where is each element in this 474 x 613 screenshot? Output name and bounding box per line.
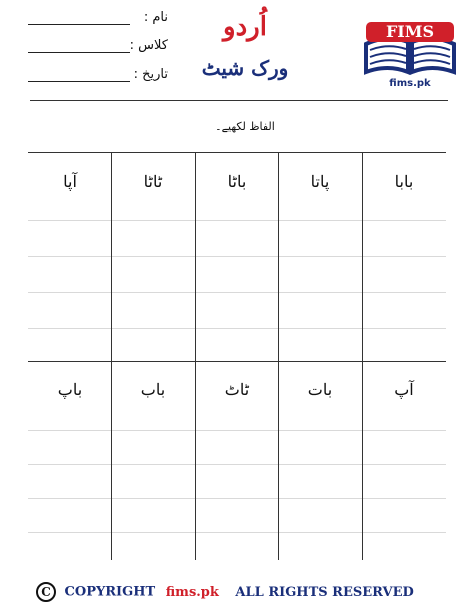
date-field[interactable] [28, 67, 168, 87]
name-label: نام : [143, 10, 168, 25]
column-divider [278, 152, 279, 560]
copyright-text: COPYRIGHT [64, 584, 156, 600]
writing-line [28, 532, 446, 533]
word-cell: باب [140, 380, 166, 399]
word-cell: باپ [57, 380, 83, 399]
writing-line [28, 220, 446, 221]
writing-line [28, 292, 446, 293]
page-title: اُردو [223, 12, 267, 42]
worksheet-grid [28, 152, 446, 560]
class-line [28, 52, 130, 53]
writing-line [28, 256, 446, 257]
writing-line [28, 464, 446, 465]
page-subtitle: ورک شیٹ [201, 56, 289, 80]
word-cell: بابا [394, 172, 414, 191]
logo-site: fims.pk [389, 78, 431, 89]
writing-line [28, 328, 446, 329]
grid-middle-line [28, 361, 446, 362]
footer-site: fims.pk [165, 584, 219, 600]
word-cell: آپا [63, 172, 77, 191]
date-label: تاریخ : [133, 67, 168, 82]
word-cell: آپ [394, 380, 414, 399]
column-divider [111, 152, 112, 560]
name-line [28, 24, 130, 25]
column-divider [195, 152, 196, 560]
word-cell: ٹاٹ [224, 380, 250, 399]
column-divider [362, 152, 363, 560]
class-field[interactable] [28, 38, 168, 58]
word-cell: باٹا [227, 172, 247, 191]
word-cell: پاتا [310, 172, 330, 191]
header-divider [30, 100, 448, 101]
word-cell: بات [307, 380, 333, 399]
writing-line [28, 430, 446, 431]
name-field[interactable] [28, 10, 168, 30]
date-line [28, 81, 130, 82]
word-cell: ٹاٹا [143, 172, 163, 191]
fims-logo [360, 10, 460, 96]
class-label: کلاس : [129, 38, 168, 53]
copyright-footer [36, 582, 456, 604]
logo-brand: FIMS [385, 22, 435, 41]
copyright-icon: C [36, 582, 56, 602]
instruction-text: الفاظ لکھیے۔ [215, 120, 275, 133]
writing-line [28, 498, 446, 499]
rights-text: ALL RIGHTS RESERVED [235, 584, 414, 600]
grid-top-line [28, 152, 446, 153]
